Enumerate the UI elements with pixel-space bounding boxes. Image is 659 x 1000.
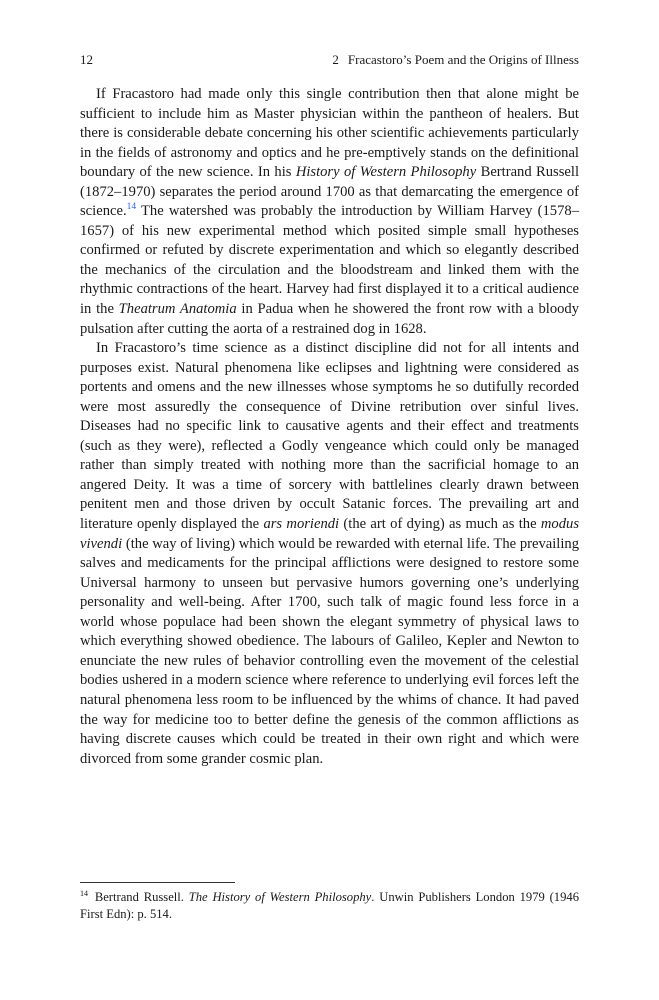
theatrum-anatomia-italic: Theatrum Anatomia	[118, 301, 237, 318]
page-number: 12	[80, 52, 93, 67]
footnote-publication-details: . Unwin Publishers London 1979 (1946 First Edn): p. 514.	[80, 890, 579, 921]
footnote-number: 14	[80, 889, 88, 898]
paragraph-2	[80, 339, 579, 769]
body-text	[80, 85, 579, 769]
footnote-14	[80, 889, 579, 923]
modus-vivendi-italic: modus vivendi	[80, 516, 579, 552]
footnote-author: Bertrand Russell.	[90, 890, 189, 904]
paragraph-2-text-c: (the way of living) which would be rewarded with eternal life. The prevailing salves and medicaments for the principal afflictions were designed to restore some Universal harmony to unseen but pervasive humors governing one’s underlying personality and well-being. After 1700, such talk of magic found less force in a world whose populace had been shown the elegant symmetry of physical laws to which everything showed obedience. The labours of Galileo, Kepler and Newton to enunciate the new rules of behavior controlling even the movement of the celestial bodies ushered in a modern science where reference to underlying evil forces left the natural phenomena less room to be influenced by the whims of chance. It had paved the way for medicine too to better define the genesis of the common afflictions as having discrete causes which could be treated in their own right and which were divorced from some grander cosmic plan.	[80, 535, 579, 767]
paragraph-1	[80, 85, 579, 339]
paragraph-2-text-b: (the art of dying) as much as the	[339, 516, 541, 533]
chapter-number: 2	[332, 52, 339, 67]
footnote-book-title: The History of Western Philosophy	[188, 890, 372, 904]
footnote-divider	[80, 882, 235, 883]
book-title-history-of-western-philosophy: History of Western Philosophy	[295, 164, 477, 181]
paragraph-1-text-d: in Padua when he showered the front row with a bloody pulsation after cutting the aorta of a restrained dog in 1628.	[80, 301, 580, 337]
paragraph-1-text-b: Bertrand Russell (1872–1970) separates the period around 1700 as that demarcating the emergence of science.	[80, 164, 579, 220]
ars-moriendi-italic: ars moriendi	[263, 516, 340, 533]
paragraph-1-text-a: If Fracastoro had made only this single contribution then that alone might be sufficient to include him as Master physician within the pantheon of healers. But there is considerable debate concerning his other scientific achievements particularly in the fields of astronomy and optics and he pre-emptively stands on the definitional boundary of the new science. In his	[80, 86, 579, 181]
footnote-reference-14[interactable]: 14	[126, 202, 137, 213]
paragraph-2-text-a: In Fracastoro’s time science as a distinct discipline did not for all intents and purposes exist. Natural phenomena like eclipses and lightning were considered as portents and omens and the new illnesses whose symptoms he so dutifully recorded were most assuredly the consequence of Divine retribution over sinful lives. Diseases had no specific link to causative agents and their effect and treatments (such as they were), reflected a Godly vengeance which could only be managed rather than simply treated with nothing more than the sacrificial homage to an angered Deity. It was a time of sorcery with battlelines clearly drawn between penitent men and those driven by occult Satanic forces. The prevailing art and literature openly displayed the	[80, 340, 579, 533]
chapter-title	[332, 51, 579, 69]
chapter-title-text: Fracastoro’s Poem and the Origins of Illness	[347, 52, 579, 67]
running-head	[80, 51, 579, 69]
paragraph-1-text-c: The watershed was probably the introduction by William Harvey (1578–1657) of his new experimental method which posited simple small hypotheses confirmed or refuted by discrete experimentation and which so elegantly described the mechanics of the circulation and the bloodstream and linked them with the rhythmic contractions of the heart. Harvey had first displayed it to a critical audience in the	[80, 203, 579, 318]
